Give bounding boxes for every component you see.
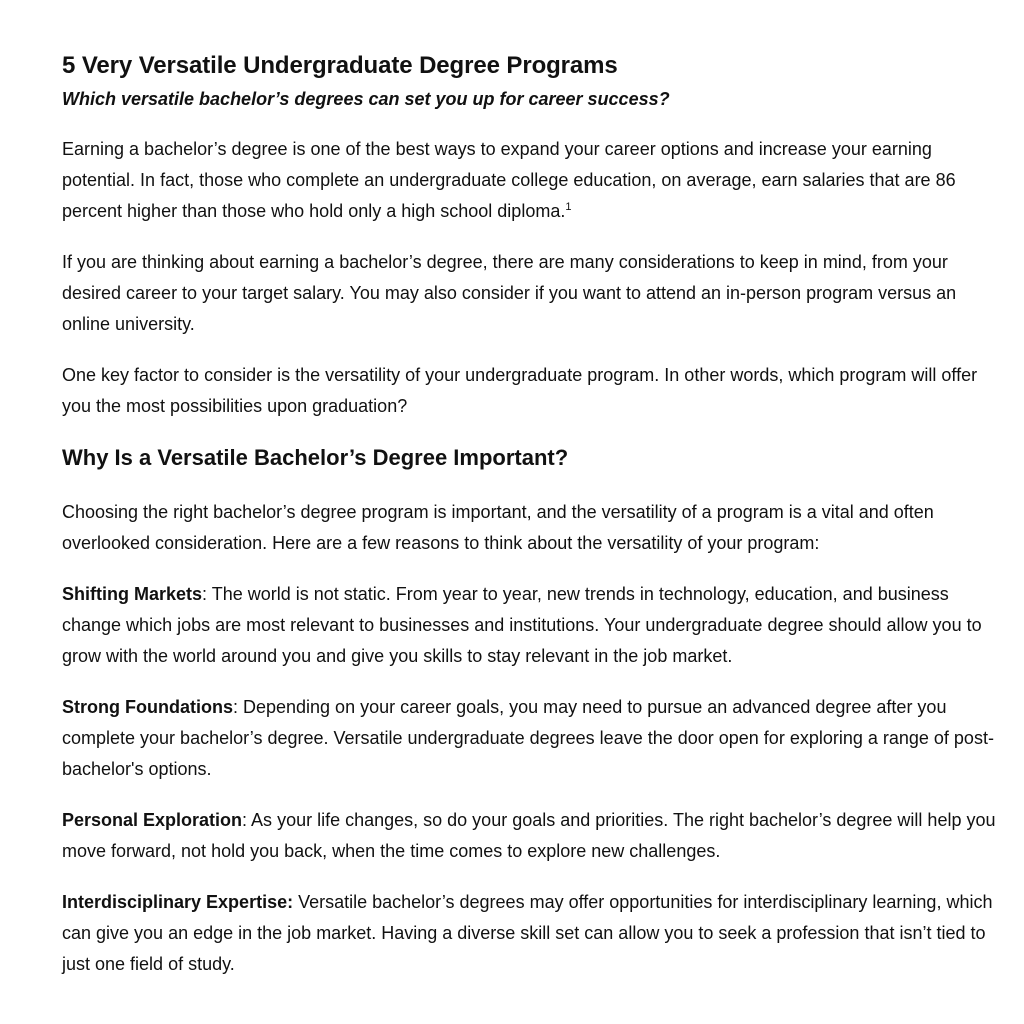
article-subtitle: Which versatile bachelor’s degrees can set you up for career success? xyxy=(62,89,670,109)
reason-term: Shifting Markets xyxy=(62,584,203,604)
intro-paragraph-2: If you are thinking about earning a bachelor’s degree, there are many considerations to keep in mind, from your desired career to your target salary. You may also consider if you want to attend an in-person program versus an online university. xyxy=(62,252,957,334)
reason-text: : As your life changes, so do your goals and priorities. The right bachelor’s degree will help you move forward, not hold you back, when the time comes to explore new challenges. xyxy=(62,810,996,861)
article-title: 5 Very Versatile Undergraduate Degree Programs xyxy=(62,52,618,79)
reason-term: Strong Foundations xyxy=(62,697,233,717)
reason-shifting-markets xyxy=(62,579,1002,672)
reason-personal-exploration xyxy=(62,805,1002,867)
reason-strong-foundations xyxy=(62,692,1002,785)
intro-paragraph-3: One key factor to consider is the versatility of your undergraduate program. In other words, which program will offer you the most possibilities upon graduation? xyxy=(62,365,978,416)
intro-paragraph-1 xyxy=(62,134,1002,227)
footnote-marker: 1 xyxy=(565,201,572,213)
section-lead-paragraph: Choosing the right bachelor’s degree program is important, and the versatility of a program is a vital and often overlooked consideration. Here are a few reasons to think about the versatility of your program: xyxy=(62,502,934,553)
reason-text: : The world is not static. From year to year, new trends in technology, education, and business change which jobs are most relevant to businesses and institutions. Your undergraduate degree should allow you to grow with the world around you and give you skills to stay relevant in the job market. xyxy=(62,584,982,666)
reason-text: Versatile bachelor’s degrees may offer opportunities for interdisciplinary learning, which can give you an edge in the job market. Having a diverse skill set can allow you to seek a profession that isn’t tied to just one field of study. xyxy=(62,892,993,974)
intro-paragraph-1-text: Earning a bachelor’s degree is one of the best ways to expand your career options and increase your earning potential. In fact, those who complete an undergraduate college education, on average, earn salaries that are 86 percent higher than those who hold only a high school diploma. xyxy=(62,139,956,221)
reason-term: Personal Exploration xyxy=(62,810,243,830)
reason-text: : Depending on your career goals, you may need to pursue an advanced degree after you complete your bachelor’s degree. Versatile undergraduate degrees leave the door open for exploring a range of post-bachelor's options. xyxy=(62,697,994,779)
reason-term: Interdisciplinary Expertise: xyxy=(62,892,294,912)
reason-interdisciplinary-expertise xyxy=(62,887,1002,980)
section-heading: Why Is a Versatile Bachelor’s Degree Important? xyxy=(62,445,569,470)
article xyxy=(62,50,1002,980)
